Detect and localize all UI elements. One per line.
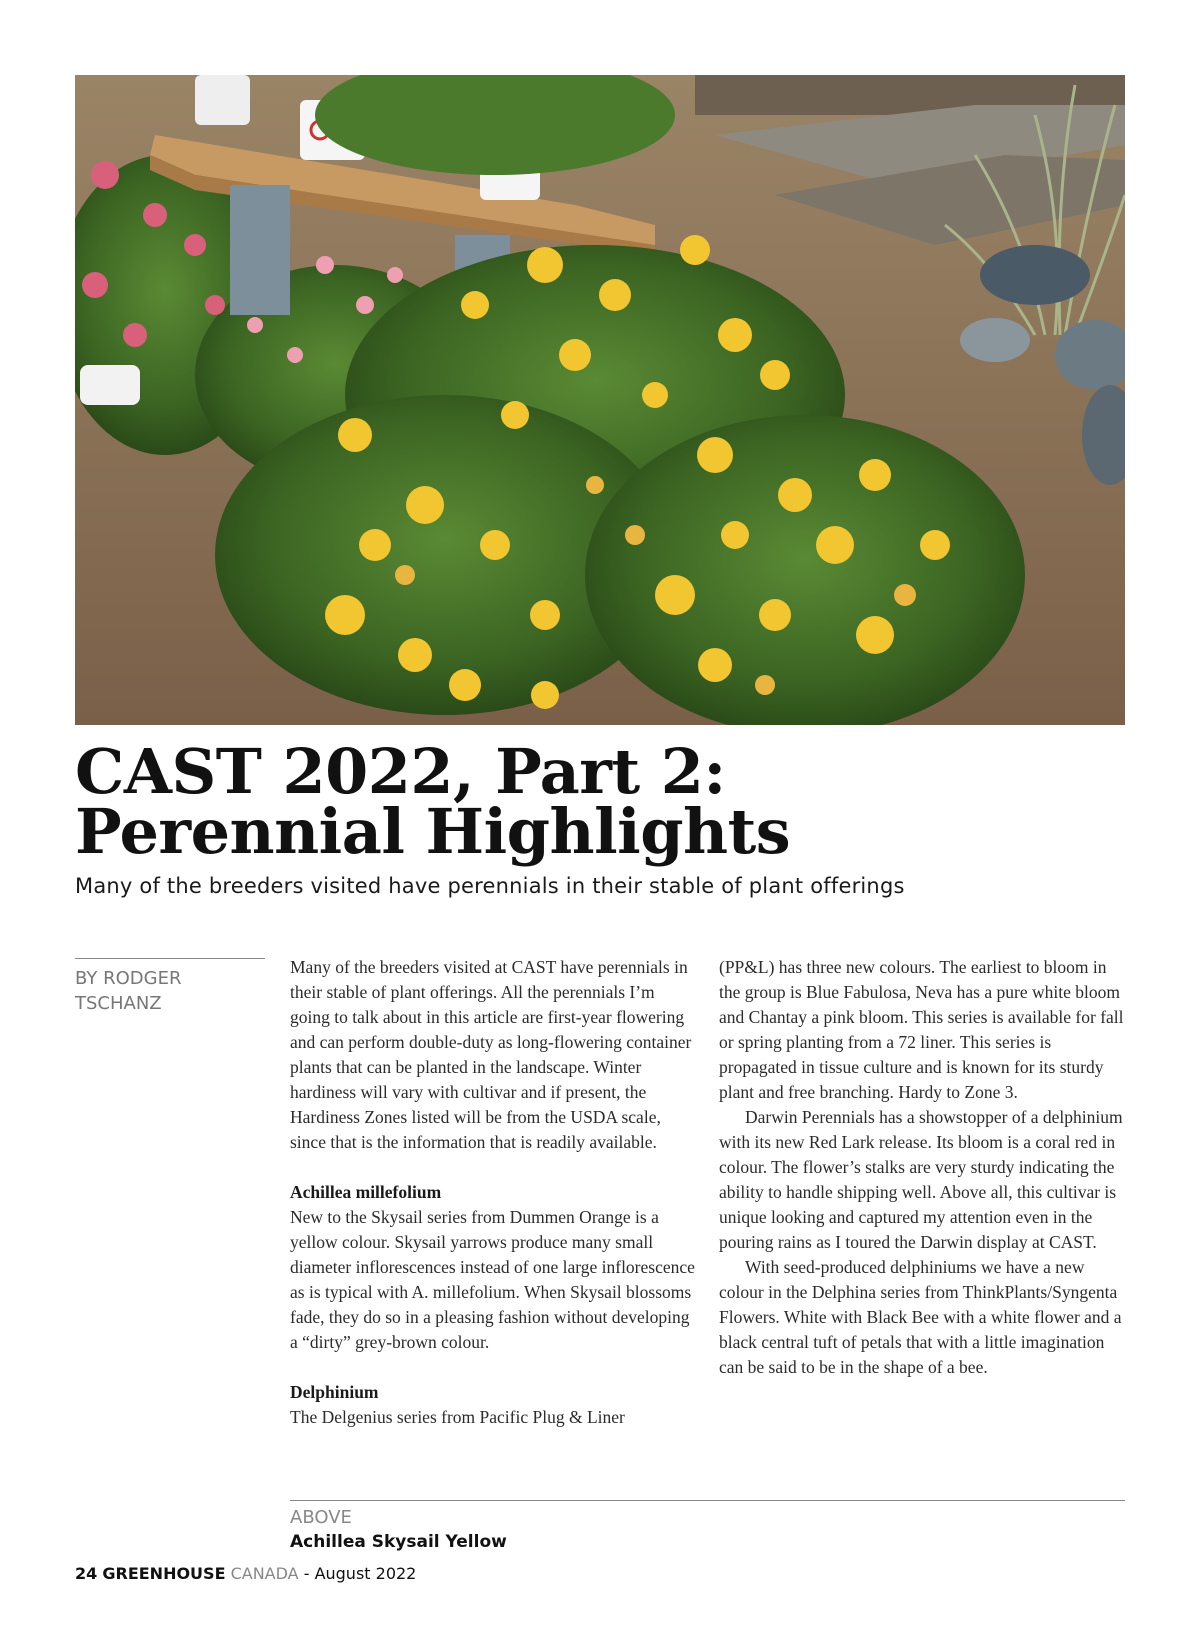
caption-divider [290,1500,1125,1501]
garden-photo-icon [75,75,1125,725]
heading-achillea: Achillea millefolium [290,1182,442,1202]
heading-delphinium: Delphinium [290,1382,379,1402]
delphina-paragraph: With seed-produced delphiniums we have a new colour in the Delphina series from ThinkPlants/Syngenta Flowers. White with Black Bee with a white flower and a black central tuft of petals that with a little imagination can be said to be in the shape of a bee. [719,1257,1122,1377]
delphinium-paragraph-start: The Delgenius series from Pacific Plug & Liner [290,1407,625,1427]
caption-text: Achillea Skysail Yellow [290,1532,507,1552]
body-column-1 [290,955,695,1430]
intro-paragraph: Many of the breeders visited at CAST have perennials in their stable of plant offerings. All the perennials I’m going to talk about in this article are first-year flowering and can perform double-duty as long-flowering container plants that can be planted in the landscape. Winter hardiness will vary with cultivar and if present, the Hardiness Zones listed will be from the USDA scale, since that is the information that is readily available. [290,957,692,1152]
hero-photo [75,75,1125,725]
article-title-line1: CAST 2022, Part 2: [75,735,726,808]
article-deck: Many of the breeders visited have perennials in their stable of plant offerings [75,874,905,898]
page-number: 24 [75,1564,98,1583]
article-title [75,735,1125,868]
page-footer [75,1564,416,1583]
darwin-paragraph: Darwin Perennials has a showstopper of a delphinium with its new Red Lark release. Its bloom is a coral red in colour. The flower’s stalks are very sturdy indicating the ability to handle shipping well. Above all, this cultivar is unique looking and captured my attention even in the pouring rains as I toured the Darwin display at CAST. [719,1107,1123,1252]
byline-line2: TSCHANZ [75,993,162,1014]
byline-line1: BY RODGER [75,968,182,989]
magazine-name: GREENHOUSE [102,1564,226,1583]
issue-date: - August 2022 [303,1564,417,1583]
byline [75,966,265,1016]
achillea-paragraph: New to the Skysail series from Dummen Orange is a yellow colour. Skysail yarrows produce many small diameter inflorescences instead of one large inflorescence as is typical with A. millefolium. When Skysail blossoms fade, they do so in a pleasing fashion without developing a “dirty” grey-brown colour. [290,1207,695,1352]
magazine-name-suffix: CANADA [230,1564,299,1583]
delgenius-paragraph: (PP&L) has three new colours. The earliest to bloom in the group is Blue Fabulosa, Neva has a pure white bloom and Chantay a pink bloom. This series is available for fall or spring planting from a 72 liner. This series is propagated in tissue culture and is known for its sturdy plant and free branching. Hardy to Zone 3. [719,957,1124,1102]
byline-divider [75,958,265,959]
caption-label: ABOVE [290,1507,352,1528]
body-column-2 [719,955,1129,1380]
article-title-line2: Perennial Highlights [75,795,791,868]
